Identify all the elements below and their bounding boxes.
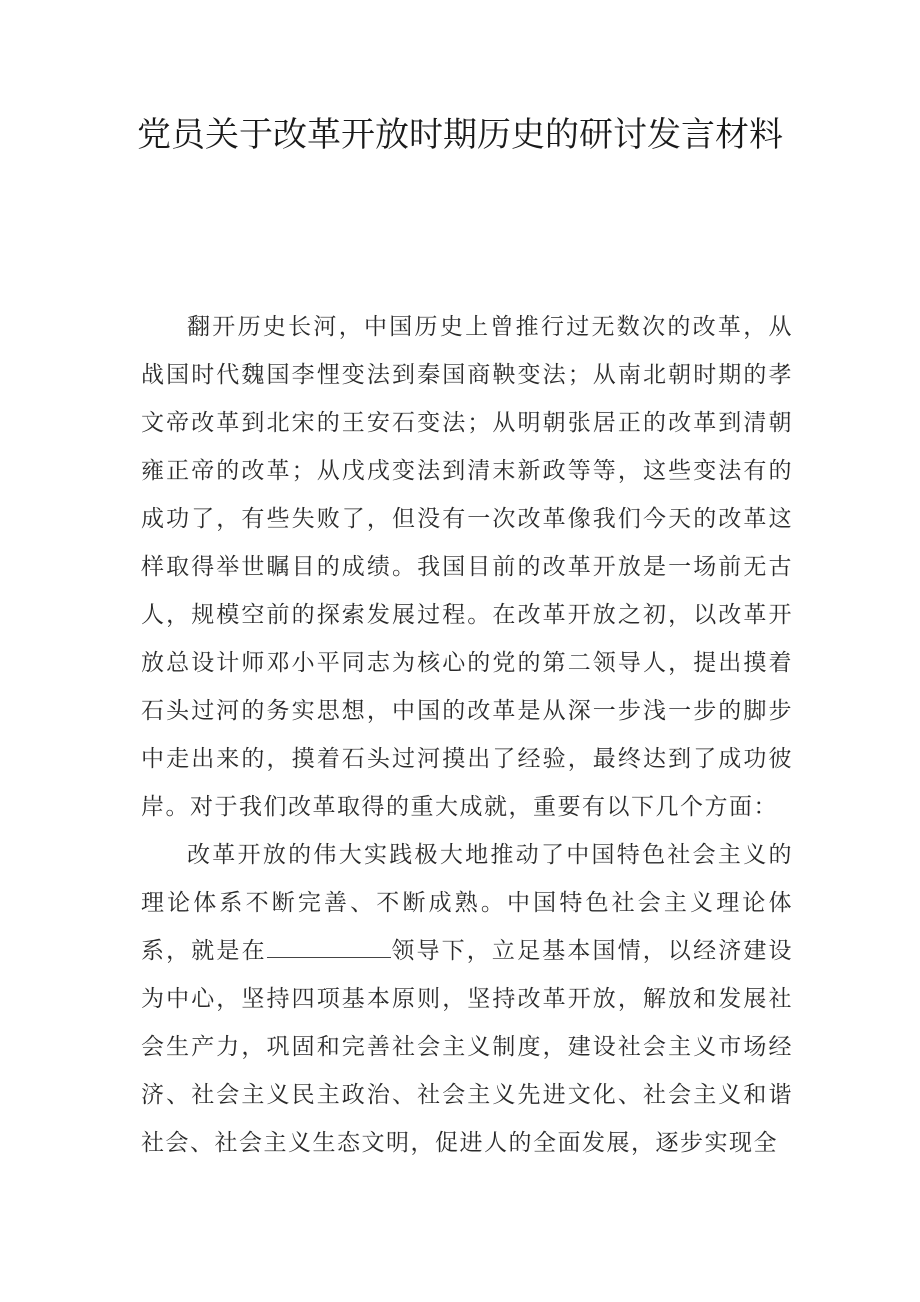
paragraph-2-text-before-blank: 改革开放的伟大实践极大地推动了中国特色社会主义的理论体系不断完善、不断成熟。中国特色社会主义理论体系，就是在 (141, 842, 793, 964)
document-body (141, 303, 793, 1167)
document-title: 党员关于改革开放时期历史的研讨发言材料 (137, 115, 783, 155)
paragraph-1: 翻开历史长河，中国历史上曾推行过无数次的改革，从战国时代魏国李悝变法到秦国商鞅变法；从南北朝时期的孝文帝改革到北宋的王安石变法；从明朝张居正的改革到清朝雍正帝的改革；从戊戌变法到清末新政等等，这些变法有的成功了，有些失败了，但没有一次改革像我们今天的改革这样取得举世瞩目的成绩。我国目前的改革开放是一场前无古人，规模空前的探索发展过程。在改革开放之初，以改革开放总设计师邓小平同志为核心的党的第二领导人，提出摸着石头过河的务实思想，中国的改革是从深一步浅一步的脚步中走出来的，摸着石头过河摸出了经验，最终达到了成功彼岸。对于我们改革取得的重大成就，重要有以下几个方面： (141, 314, 793, 820)
paragraph-2-text-after-blank: 领导下，立足基本国情，以经济建设为中心，坚持四项基本原则，坚持改革开放，解放和发展社会生产力，巩固和完善社会主义制度，建设社会主义市场经济、社会主义民主政治、社会主义先进文化、社会主义和谐社会、社会主义生态文明，促进人的全面发展，逐步实现全 (141, 938, 794, 1156)
fill-in-blank-underline (267, 939, 391, 958)
paragraph-2 (141, 831, 793, 1167)
